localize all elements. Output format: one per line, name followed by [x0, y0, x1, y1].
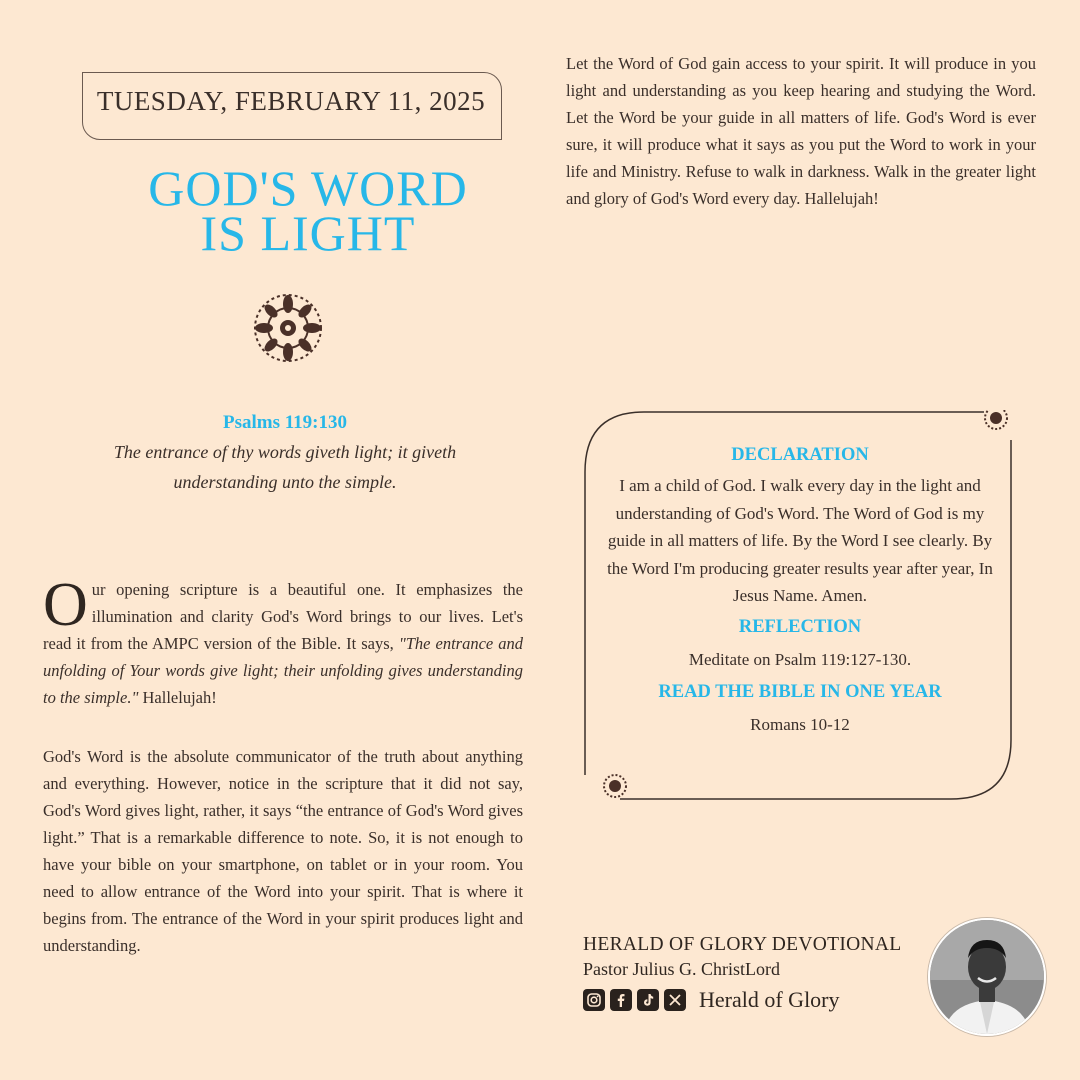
social-row — [583, 987, 840, 1013]
reflection-heading: REFLECTION — [738, 616, 862, 637]
reading-heading: READ THE BIBLE IN ONE YEAR — [658, 682, 942, 702]
body-paragraph-2: God's Word is the absolute communicator of the truth about anything and everything. However, notice in the scripture that it did not say, God's Word gives light, rather, it says “the entrance of God's Word gives light.” That is a remarkable difference to note. So, it is not enough to have your bible on your smartphone, on tablet or in your room. You need to allow entrance of the Word into your spirit. That is where it begins from. The entrance of the Word in your spirit produces light and understanding. — [43, 747, 523, 955]
page-title — [108, 160, 508, 261]
scripture-text — [90, 437, 480, 497]
declaration-box — [598, 445, 1002, 739]
title-line-1: GOD'S WORD — [148, 160, 468, 216]
scripture-line-2: understanding unto the simple. — [173, 472, 397, 492]
declaration-heading: DECLARATION — [731, 445, 869, 465]
declaration-text: I am a child of God. I walk every day in the light and understanding of God's Word. The Word of God is my guide in all matters of life. By the Word I see clearly. By the Word I'm producing greater results year after year, In Jesus Name. Amen. — [607, 476, 993, 605]
paragraph-1-start: ur opening scripture is a beautiful one. It emphasizes the illumination and clarity God's Word brings to our lives. Let's read it from the AMPC version of the Bible. It says, — [43, 580, 523, 653]
devotional-date: TUESDAY, FEBRUARY 11, 2025 — [96, 86, 486, 116]
ampc-quote: "The entrance and unfolding of Your words give light; their unfolding gives understanding to the simple." — [43, 634, 524, 707]
author-name: Pastor Julius G. ChristLord — [583, 959, 781, 979]
body-paragraph-3: Let the Word of God gain access to your spirit. It will produce in you light and understanding as you keep hearing and studying the Word. Let the Word be your guide in all matters of life. God's Word is ever sure, it will produce what it says as you put the Word to work in your life and Ministry. Refuse to walk in darkness. Walk in the greater light and glory of God's Word every day. Hallelujah! — [566, 54, 1036, 208]
scripture-reference: Psalms 119:130 — [222, 412, 348, 433]
instagram-icon[interactable] — [583, 989, 605, 1011]
title-line-2: IS LIGHT — [200, 205, 416, 261]
reading-text: Romans 10-12 — [750, 715, 850, 734]
body-paragraph-1 — [43, 571, 524, 711]
ornament-icon — [250, 290, 326, 366]
paragraph-1-end: Hallelujah! — [138, 688, 217, 707]
facebook-icon[interactable] — [610, 989, 632, 1011]
tiktok-icon[interactable] — [637, 989, 659, 1011]
x-icon[interactable] — [664, 989, 686, 1011]
reflection-text: Meditate on Psalm 119:127-130. — [688, 649, 912, 669]
devotional-name: HERALD OF GLORY DEVOTIONAL — [583, 934, 902, 955]
scripture-line-1: The entrance of thy words giveth light; it giveth — [113, 442, 457, 462]
social-handle: Herald of Glory — [699, 987, 840, 1012]
avatar — [928, 918, 1046, 1036]
drop-cap: O — [43, 571, 88, 639]
